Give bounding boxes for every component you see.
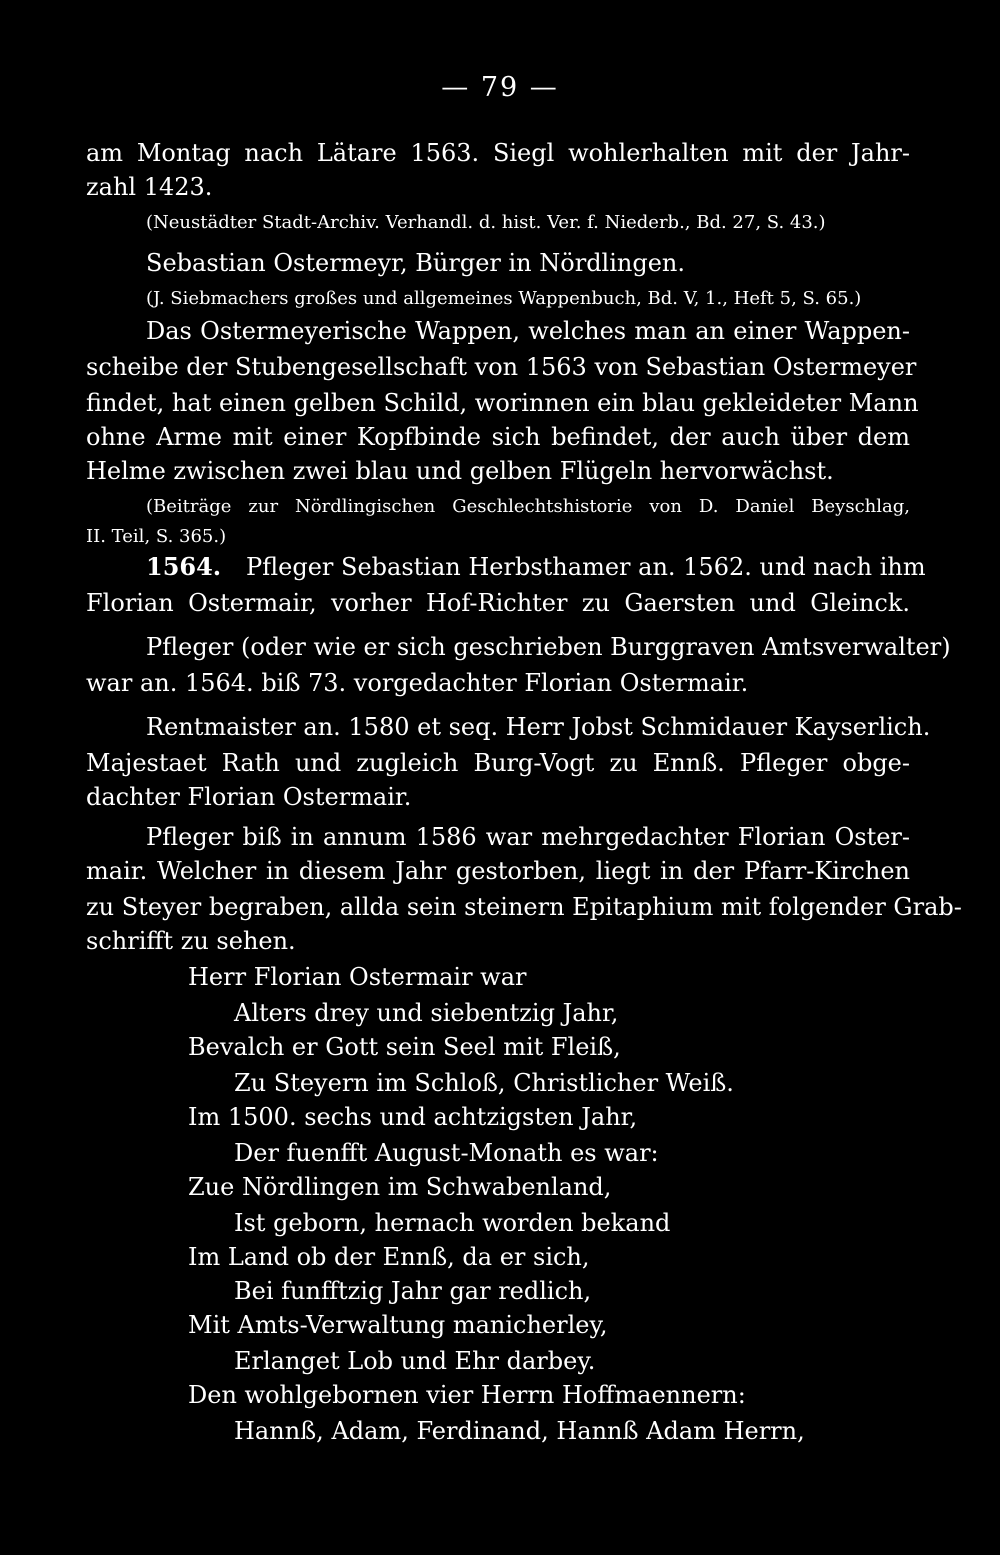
verse-line: Ist geborn, hernach worden bekand bbox=[234, 1209, 671, 1237]
verse-line: Der fuenfft August-Monath es war: bbox=[234, 1139, 659, 1167]
text-line: scheibe der Stubengesellschaft von 1563 von Sebastian Ostermeyer bbox=[86, 353, 917, 381]
text-line: Majestaet Rath und zugleich Burg-Vogt zu Ennß. Pfleger obge- bbox=[86, 749, 910, 777]
verse-line: Zue Nördlingen im Schwabenland, bbox=[188, 1173, 612, 1201]
text-line: schrifft zu sehen. bbox=[86, 927, 296, 955]
text-line: Pfleger Sebastian Herbsthamer an. 1562. und nach ihm bbox=[246, 553, 926, 581]
citation-line: II. Teil, S. 365.) bbox=[86, 526, 227, 547]
text-line: findet, hat einen gelben Schild, worinnen ein blau gekleideter Mann bbox=[86, 389, 919, 417]
text-line: Florian Ostermair, vorher Hof-Richter zu Gaersten und Gleinck. bbox=[86, 589, 910, 617]
citation-line: (Beiträge zur Nördlingischen Geschlechtshistorie von D. Daniel Beyschlag, bbox=[146, 496, 910, 517]
text-line: Sebastian Ostermeyr, Bürger in Nördlingen. bbox=[146, 249, 686, 277]
text-line: Das Ostermeyerische Wappen, welches man an einer Wappen- bbox=[146, 317, 910, 345]
verse-line: Alters drey und siebentzig Jahr, bbox=[234, 999, 619, 1027]
text-line: Helme zwischen zwei blau und gelben Flügeln hervorwächst. bbox=[86, 457, 834, 485]
text-line: zahl 1423. bbox=[86, 173, 213, 201]
text-line: zu Steyer begraben, allda sein steinern Epitaphium mit folgender Grab- bbox=[86, 893, 962, 921]
text-line: Pfleger biß in annum 1586 war mehrgedachter Florian Oster- bbox=[146, 823, 910, 851]
citation-line: (Neustädter Stadt-Archiv. Verhandl. d. hist. Ver. f. Niederb., Bd. 27, S. 43.) bbox=[146, 212, 826, 233]
verse-line: Erlanget Lob und Ehr darbey. bbox=[234, 1347, 596, 1375]
year-heading: 1564. bbox=[146, 552, 222, 581]
text-line: dachter Florian Ostermair. bbox=[86, 783, 412, 811]
text-line: Pfleger (oder wie er sich geschrieben Burggraven Amtsverwalter) bbox=[146, 633, 951, 661]
text-line: am Montag nach Lätare 1563. Siegl wohlerhalten mit der Jahr- bbox=[86, 139, 910, 167]
text-line: ohne Arme mit einer Kopfbinde sich befindet, der auch über dem bbox=[86, 423, 910, 451]
text-line: war an. 1564. biß 73. vorgedachter Florian Ostermair. bbox=[86, 669, 749, 697]
verse-line: Bei funfftzig Jahr gar redlich, bbox=[234, 1277, 592, 1305]
verse-line: Zu Steyern im Schloß, Christlicher Weiß. bbox=[234, 1069, 734, 1097]
text-line: Rentmaister an. 1580 et seq. Herr Jobst Schmidauer Kayserlich. bbox=[146, 713, 931, 741]
text-line: mair. Welcher in diesem Jahr gestorben, liegt in der Pfarr-Kirchen bbox=[86, 857, 910, 885]
verse-line: Hannß, Adam, Ferdinand, Hannß Adam Herrn, bbox=[234, 1417, 805, 1445]
verse-line: Herr Florian Ostermair war bbox=[188, 963, 527, 991]
verse-line: Bevalch er Gott sein Seel mit Fleiß, bbox=[188, 1033, 621, 1061]
verse-line: Im Land ob der Ennß, da er sich, bbox=[188, 1243, 590, 1271]
verse-line: Den wohlgebornen vier Herrn Hoffmaennern: bbox=[188, 1381, 746, 1409]
citation-line: (J. Siebmachers großes und allgemeines Wappenbuch, Bd. V, 1., Heft 5, S. 65.) bbox=[146, 288, 862, 309]
page-number: — 79 — bbox=[441, 72, 559, 103]
verse-line: Mit Amts-Verwaltung manicherley, bbox=[188, 1311, 608, 1339]
verse-line: Im 1500. sechs und achtzigsten Jahr, bbox=[188, 1103, 638, 1131]
